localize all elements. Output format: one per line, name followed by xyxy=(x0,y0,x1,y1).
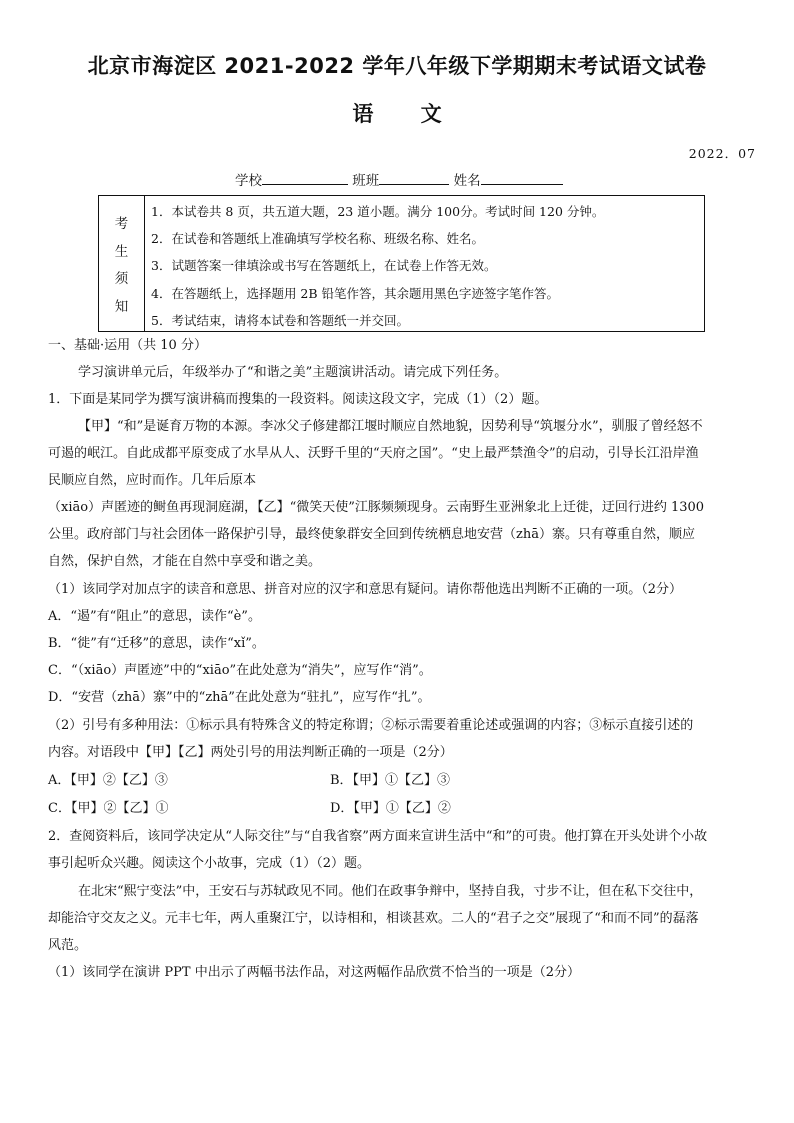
q1-2-option-a: A．【甲】②【乙】③ xyxy=(48,773,168,788)
name-blank xyxy=(481,170,563,185)
section-intro: 学习演讲单元后，年级举办了“和谐之美”主题演讲活动。请完成下列任务。 xyxy=(78,365,508,380)
notice-label-char: 考 xyxy=(114,215,129,232)
option-a: A．“遏”有“阻止”的意思，读作“è”。 xyxy=(48,609,261,624)
option-d: D．“安营（zhā）寨”中的“zhā”在此处意为“驻扎”，应写作“扎”。 xyxy=(48,690,431,705)
question-1-2-line: 内容。对语段中【甲】【乙】两处引号的用法判断正确的一项是（2分） xyxy=(48,745,453,760)
notice-label-char: 须 xyxy=(114,271,129,288)
passage-line: （xiāo）声匿迹的鲥鱼再现洞庭湖，【乙】“微笑天使”江豚频频现身。云南野生亚洲象北上迁徙，迂回行进约 1300 xyxy=(48,500,705,515)
story-line: 在北宋“熙宁变法”中，王安石与苏轼政见不同。他们在政事争辩中，坚持自我，寸步不让，但在私下交往中， xyxy=(78,884,703,899)
school-label: 学校 xyxy=(235,173,262,189)
question-2-1: （1）该同学在演讲 PPT 中出示了两幅书法作品，对这两幅作品欣赏不恰当的一项是（2分） xyxy=(48,965,580,980)
passage-line: 民顺应自然，应时而作。几年后原本 xyxy=(48,473,257,488)
notice-item: 1．本试卷共 8 页，共五道大题，23 道小题。满分 100分。考试时间 120 分钟。 xyxy=(151,204,605,219)
option-b: B．“徙”有“迁移”的意思，读作“xǐ”。 xyxy=(48,636,265,651)
notice-item: 5．考试结束，请将本试卷和答题纸一并交回。 xyxy=(151,312,409,328)
passage-line: 【甲】“和”是诞育万物的本源。李冰父子修建都江堰时顺应自然地貌，因势利导“筑堰分水”，驯服了曾经怒不 xyxy=(78,419,703,434)
class-label: 班班 xyxy=(352,173,380,189)
class-blank xyxy=(379,170,449,185)
section-heading: 一、基础·运用（共 10 分） xyxy=(48,338,207,353)
q1-2-option-b: B．【甲】①【乙】③ xyxy=(330,773,451,788)
question-2-line: 2．查阅资料后，该同学决定从“人际交往”与“自我省察”两方面来宣讲生活中“和”的可贵。他打算在开头处讲个小故 xyxy=(48,829,708,844)
subject-heading: 语 文 xyxy=(352,102,442,126)
notice-items xyxy=(151,198,604,334)
notice-item: 3．试题答案一律填涂或书写在答题纸上，在试卷上作答无效。 xyxy=(151,258,497,274)
option-c: C．“（xiāo）声匿迹”中的“xiāo”在此处意为“消失”，应写作“消”。 xyxy=(48,663,432,678)
question-1-1: （1）该同学对加点字的读音和意思、拼音对应的汉字和意思有疑问。请你帮他选出判断不正确的一项。（2分） xyxy=(48,582,683,597)
notice-item: 2．在试卷和答题纸上准确填写学校名称、班级名称、姓名。 xyxy=(151,231,484,247)
passage-line: 公里。政府部门与社会团体一路保护引导，最终使象群安全回到传统栖息地安营（zhā）寨。只有尊重自然，顺应 xyxy=(48,527,695,542)
school-blank xyxy=(262,170,348,185)
student-info-row xyxy=(235,169,563,189)
question-1-stem: 1．下面是某同学为撰写演讲稿而搜集的一段资料。阅读这段文字，完成（1）（2）题。 xyxy=(48,392,548,407)
notice-label-char: 生 xyxy=(114,243,129,260)
passage-line: 可遏的岷江。自此成都平原变成了水旱从人、沃野千里的“天府之国”。“史上最严禁渔令”的启动，引导长江沿岸渔 xyxy=(48,446,699,461)
name-label: 姓名 xyxy=(453,173,481,189)
q1-2-option-c: C．【甲】②【乙】① xyxy=(48,801,169,816)
question-1-2-line: （2）引号有多种用法：①标示具有特殊含义的特定称谓；②标示需要着重论述或强调的内容；③标示直接引述的 xyxy=(48,718,694,733)
exam-date: 2022．07 xyxy=(688,146,756,161)
question-2-line: 事引起听众兴趣。阅读这个小故事，完成（1）（2）题。 xyxy=(48,856,371,871)
notice-label xyxy=(99,196,145,331)
passage-line: 自然，保护自然，才能在自然中享受和谐之美。 xyxy=(48,554,322,569)
story-line: 却能洽守交友之义。元丰七年，两人重聚江宁，以诗相和，相谈甚欢。二人的“君子之交”展现了“和而不同”的磊落 xyxy=(48,911,699,926)
q1-2-option-d: D．【甲】①【乙】② xyxy=(330,801,451,816)
story-line: 风范。 xyxy=(48,938,88,953)
notice-item: 4．在答题纸上，选择题用 2B 铅笔作答，其余题用黑色字迹签字笔作答。 xyxy=(151,285,560,301)
exam-notice-box xyxy=(98,195,705,332)
notice-label-char: 知 xyxy=(114,299,129,316)
page-title: 北京市海淀区 2021-2022 学年八年级下学期期末考试语文试卷 xyxy=(87,54,707,78)
